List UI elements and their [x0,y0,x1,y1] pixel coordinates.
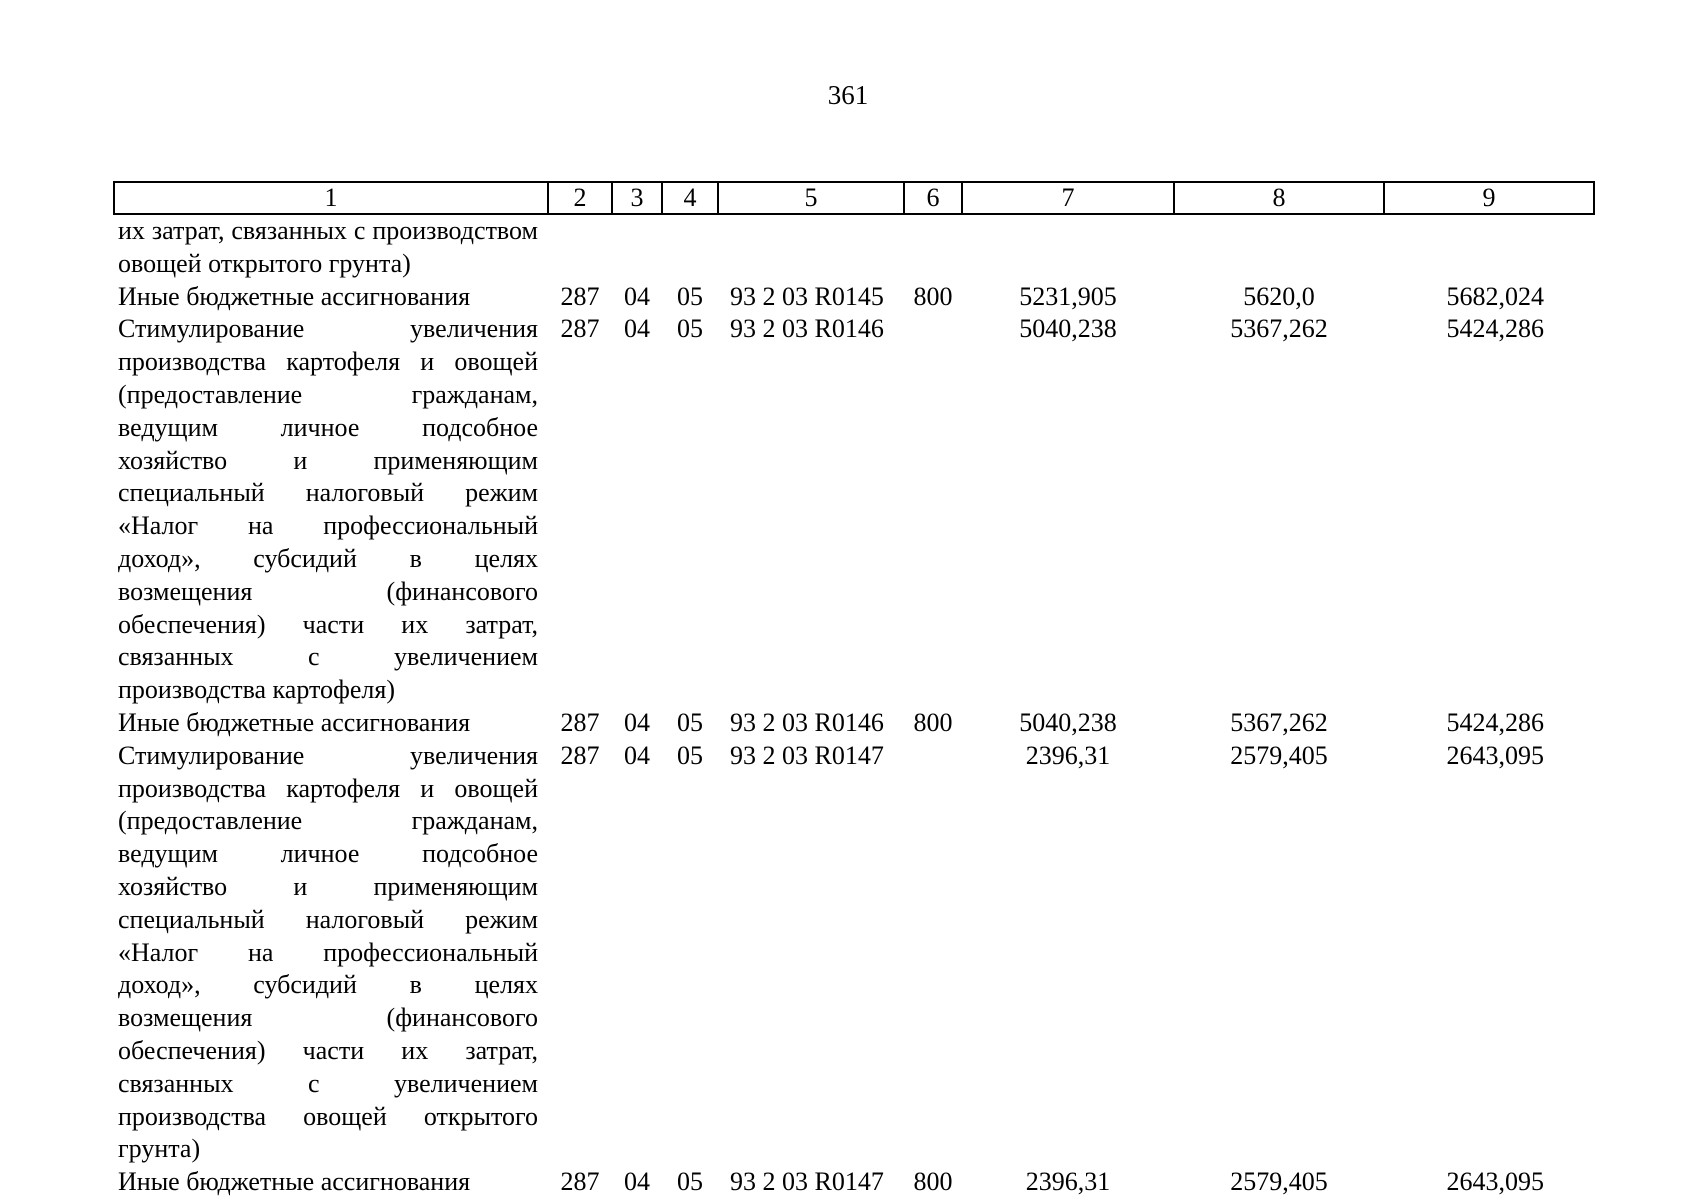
header-col-9: 9 [1384,182,1594,214]
table-body [114,214,1594,1199]
row-name: Стимулирование увеличения производства картофеля и овощей (предоставление гражданам, ведущим личное подсобное хозяйство и применяющим специальный налоговый режим «Налог на профессиональный доход», субсидий в целях возмещения (финансового обеспечения) части их затрат, связанных с увеличением производства картофеля) [118,314,538,705]
table-row [114,313,1594,707]
row-expense-type [904,740,962,1166]
header-row [114,182,1594,214]
row-value-col8: 2579,405 [1230,1167,1328,1197]
row-value-col8: 2579,405 [1230,740,1328,770]
table-row [114,281,1594,314]
row-admin-code: 287 [560,707,600,737]
header-col-3: 3 [612,182,662,214]
row-name: Иные бюджетные ассигнования [118,281,471,311]
row-value-col7: 5040,238 [1019,707,1117,737]
row-section-code: 04 [624,314,650,344]
row-value-col7: 5231,905 [1019,281,1117,311]
row-admin-code: 287 [560,281,600,311]
row-section-code: 04 [624,281,650,311]
row-section-code: 04 [624,707,650,737]
header-col-4: 4 [662,182,718,214]
row-target-article: 93 2 03 R0147 [730,1167,884,1197]
row-value-col7 [962,214,1174,281]
row-subsection-code: 05 [677,707,703,737]
row-name: их затрат, связанных с производством овощей открытого грунта) [118,216,538,278]
row-expense-type [904,214,962,281]
row-subsection-code: 05 [677,1167,703,1197]
row-value-col7: 5040,238 [1019,314,1117,344]
row-expense-type: 800 [913,1167,953,1197]
row-subsection-code [662,214,718,281]
row-target-article: 93 2 03 R0146 [730,314,884,344]
row-target-article: 93 2 03 R0145 [730,281,884,311]
row-target-article: 93 2 03 R0146 [730,707,884,737]
page-number: 361 [827,80,869,110]
row-target-article [718,214,904,281]
row-value-col9: 5424,286 [1446,314,1544,344]
row-name: Стимулирование увеличения производства картофеля и овощей (предоставление гражданам, ведущим личное подсобное хозяйство и применяющим специальный налоговый режим «Налог на профессиональный доход», субсидий в целях возмещения (финансового обеспечения) части их затрат, связанных с увеличением производства овощей открытого грунта) [118,740,538,1164]
row-expense-type: 800 [913,281,953,311]
row-admin-code [548,214,612,281]
row-section-code: 04 [624,740,650,770]
header-col-2: 2 [548,182,612,214]
header-col-7: 7 [962,182,1174,214]
row-value-col9: 5682,024 [1446,281,1544,311]
row-expense-type [904,313,962,707]
row-value-col8: 5367,262 [1230,314,1328,344]
header-col-5: 5 [718,182,904,214]
row-section-code: 04 [624,1167,650,1197]
table-row [114,214,1594,281]
budget-table [113,181,1595,1199]
row-value-col9: 2643,095 [1446,1167,1544,1197]
header-col-1: 1 [114,182,548,214]
row-admin-code: 287 [560,740,600,770]
table-header [114,182,1594,214]
row-expense-type: 800 [913,707,953,737]
row-value-col7: 2396,31 [1025,740,1111,770]
row-value-col8: 5367,262 [1230,707,1328,737]
row-value-col7: 2396,31 [1025,1167,1111,1197]
row-value-col8 [1174,214,1384,281]
row-value-col8: 5620,0 [1243,281,1315,311]
row-name: Иные бюджетные ассигнования [118,707,471,737]
row-value-col9: 2643,095 [1446,740,1544,770]
header-col-8: 8 [1174,182,1384,214]
row-subsection-code: 05 [677,281,703,311]
row-name: Иные бюджетные ассигнования [118,1167,471,1197]
table-row [114,740,1594,1166]
row-admin-code: 287 [560,1167,600,1197]
row-section-code [612,214,662,281]
row-subsection-code: 05 [677,740,703,770]
row-value-col9 [1384,214,1594,281]
row-target-article: 93 2 03 R0147 [730,740,884,770]
table-row [114,1166,1594,1199]
row-admin-code: 287 [560,314,600,344]
header-col-6: 6 [904,182,962,214]
table-row [114,707,1594,740]
row-value-col9: 5424,286 [1446,707,1544,737]
row-subsection-code: 05 [677,314,703,344]
